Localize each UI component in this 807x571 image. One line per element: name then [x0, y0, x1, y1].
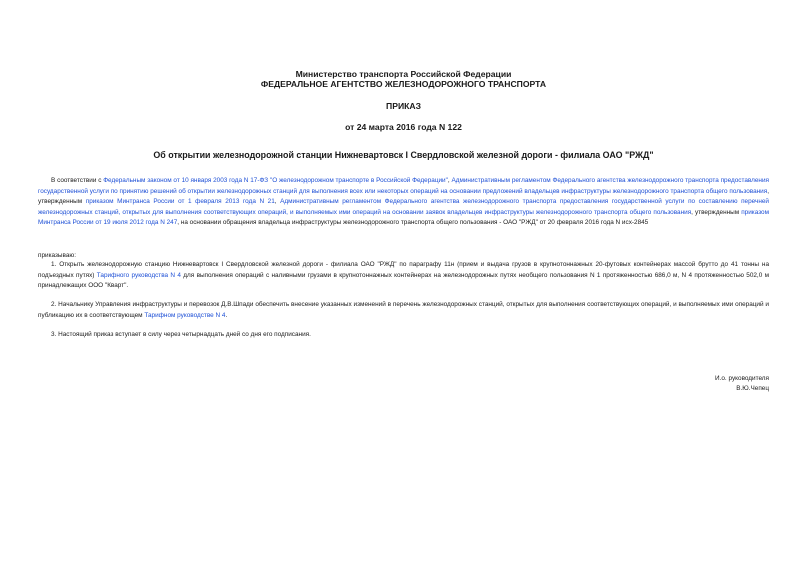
- item2-text-2: .: [225, 311, 228, 319]
- item1-text-2: для выполнения операций с наливными грузами в крупнотоннажных контейнерах на железнодорожных путях необщего пользования N 1 протяженностью 686,0 м, N 4 протяженностью 502,0 м принадлежащих ООО "Кварт".: [38, 271, 770, 289]
- document-type: ПРИКАЗ: [386, 101, 421, 111]
- ministry-name: Министерство транспорта Российской Федерации: [295, 69, 512, 79]
- tariff-guide-link-2[interactable]: Тарифном руководстве N 4: [144, 311, 226, 319]
- item1-text-1: 1. Открыть железнодорожную станцию Нижневартовск I Свердловской железной дороги - филиала ОАО "РЖД" по параграфу 11н (прием и выдача грузов в крупнотоннажных 20-футовых контейнерах массой брутто до 41 тонны на подъездных путях): [38, 261, 769, 279]
- order-item-3: [38, 330, 769, 341]
- preamble-text-5: , утвержденным: [691, 208, 742, 216]
- document-date-number: от 24 марта 2016 года N 122: [345, 122, 462, 132]
- federal-law-link[interactable]: Федеральным законом от 10 января 2003 года N 17-ФЗ "О железнодорожном транспорте в Российской Федерации": [103, 177, 448, 184]
- order-21-link[interactable]: приказом Минтранса России от 1 февраля 2013 года N 21: [85, 198, 275, 205]
- preamble-text-6: , на основании обращения владельца инфраструктуры железнодорожного транспорта общего пользования - ОАО "РЖД" от 20 февраля 2016 года N исх-2845: [177, 219, 649, 226]
- order-247-link[interactable]: приказом Минтранса России от 19 июля 2012 года N 247: [38, 208, 769, 226]
- item3-text-1: 3. Настоящий приказ вступает в силу через четырнадцать дней со дня его подписания.: [51, 331, 311, 338]
- preamble-text-3: , утвержденным: [38, 187, 769, 205]
- document-subject: Об открытии железнодорожной станции Нижневартовск I Свердловской железной дороги - филиала ОАО "РЖД": [153, 150, 654, 160]
- order-item-1: [38, 260, 769, 292]
- preamble-text-4: ,: [274, 198, 281, 205]
- order-word: приказываю:: [38, 252, 76, 259]
- admin-regulation-link-1[interactable]: Административным регламентом Федерального агентства железнодорожного транспорта предоставления государственной услуги по принятию решений об открытии железнодорожных станций для выполнения всех или некоторых операций на основании предложений владельцев инфраструктуры железнодорожного транспорта общего пользования: [38, 177, 769, 195]
- preamble-text-1: В соответствии с: [51, 177, 104, 184]
- item2-text-1: 2. Начальнику Управления инфраструктуры и перевозок Д.В.Шпади обеспечить внесение указанных изменений в перечень железнодорожных станций, открытых для выполнения соответствующих операций, и выполняемых ими операций и публикацию их в соответствующем: [38, 301, 769, 319]
- admin-regulation-link-2[interactable]: Административным регламентом Федерального агентства железнодорожного транспорта предоставления государственной услуги по составлению перечней железнодорожных станций, открытых для выполнения соответствующих операций, и выполняемых ими операций на основании заявок владельцев инфраструктуры железнодорожного транспорта общего пользования: [38, 198, 769, 216]
- tariff-guide-link-1[interactable]: Тарифного руководства N 4: [96, 271, 181, 279]
- order-item-2: [38, 300, 769, 321]
- signatory-role: И.о. руководителя: [715, 375, 769, 382]
- agency-name: ФЕДЕРАЛЬНОЕ АГЕНТСТВО ЖЕЛЕЗНОДОРОЖНОГО ТРАНСПОРТА: [260, 79, 547, 89]
- signatory-name: В.Ю.Чепец: [736, 385, 769, 392]
- preamble-text-2: ,: [447, 177, 452, 184]
- preamble-paragraph: [38, 176, 769, 229]
